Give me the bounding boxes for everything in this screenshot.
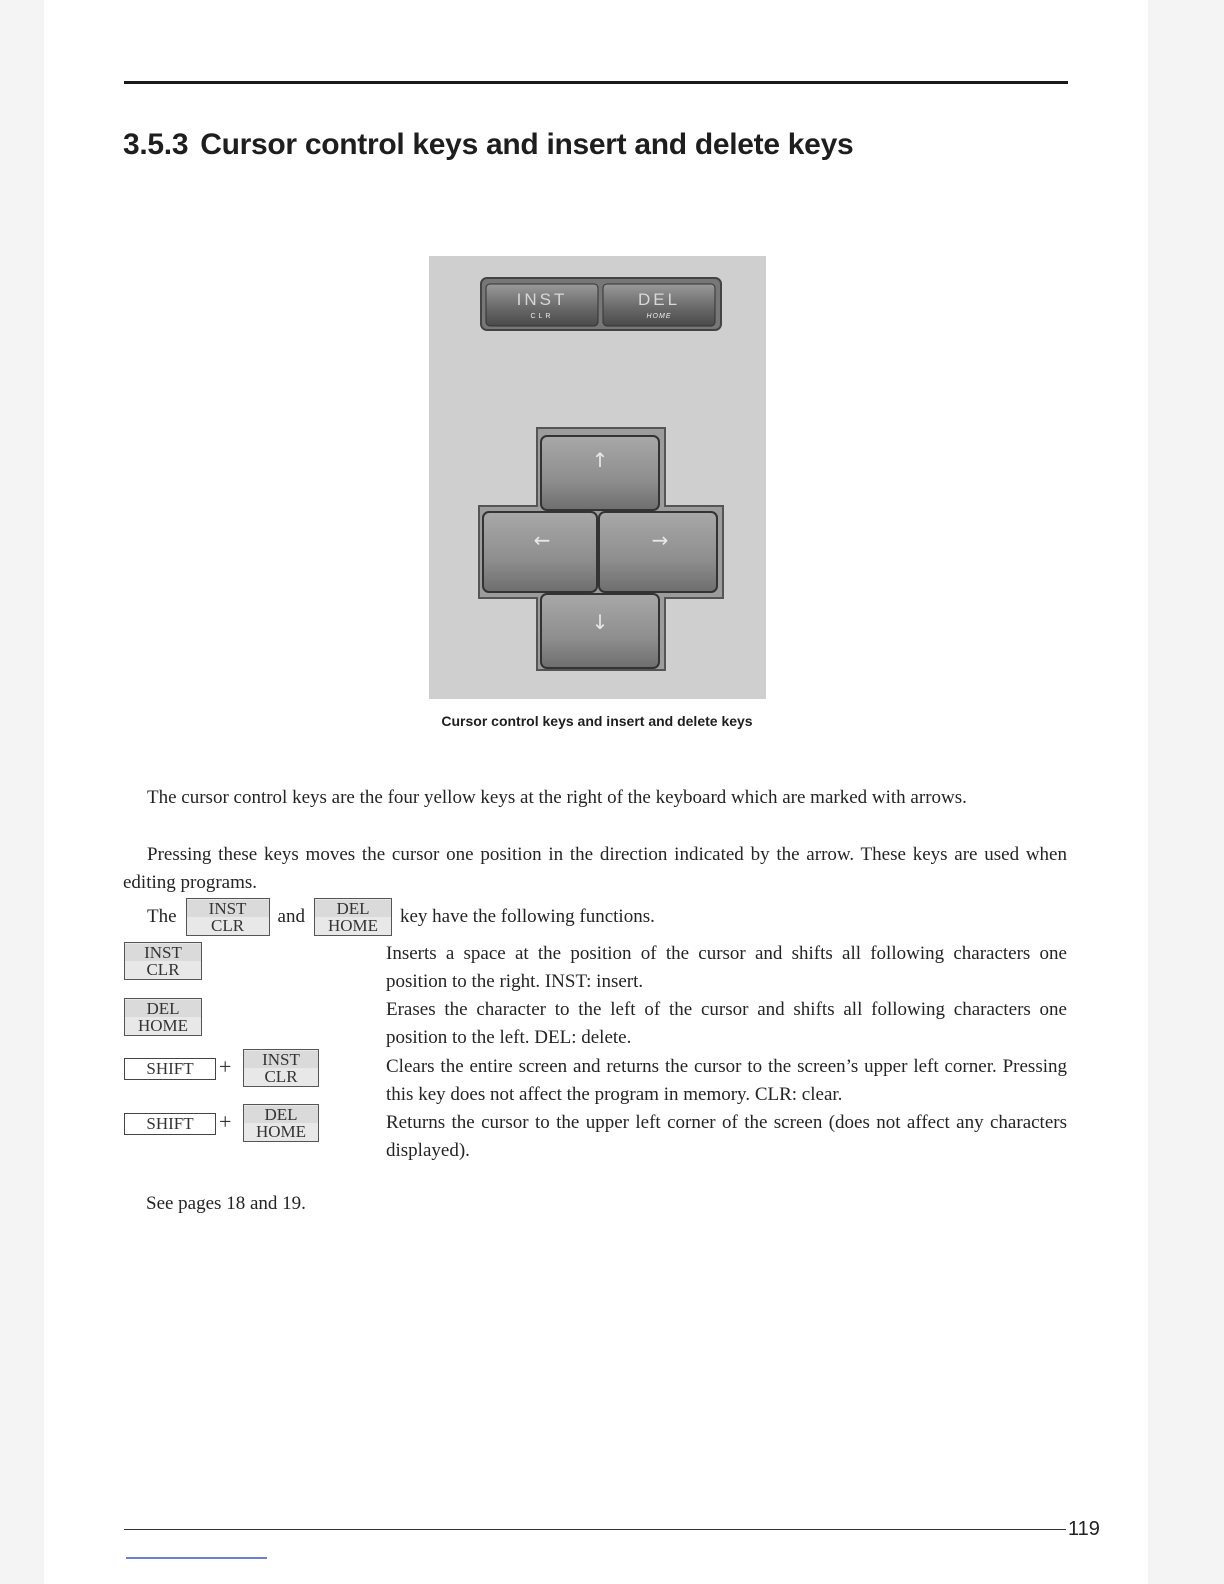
section-number: 3.5.3 (123, 128, 189, 161)
keycap-del-text: DEL (315, 900, 391, 917)
keycap-home-text: HOME (327, 916, 379, 935)
figure-caption: Cursor control keys and insert and delete keys (441, 713, 753, 729)
inline-inst-clr-keycap (186, 898, 270, 936)
keycap-home-text: HOME (137, 1016, 189, 1035)
section-heading (123, 128, 853, 162)
arrow-right-icon: → (651, 528, 669, 552)
del-home-keycap (124, 998, 202, 1036)
inst-label: INST (516, 290, 568, 309)
keycap-inst-text: INST (125, 944, 201, 961)
arrow-left-key (483, 512, 597, 592)
see-pages-reference: See pages 18 and 19. (146, 1193, 306, 1214)
keycap-inst-text: INST (244, 1051, 318, 1068)
keycap-clr-text: CLR (146, 960, 180, 979)
arrow-left-icon: ← (533, 528, 551, 552)
function-description-clear: Clears the entire screen and returns the cursor to the screen’s upper left corner. Pressing this key does not affect the program in memory. CLR: clear. (386, 1056, 1067, 1105)
section-title: Cursor control keys and insert and delete keys (200, 128, 854, 161)
keycap-clr-text: CLR (211, 916, 245, 935)
inst-clr-keycap (124, 942, 202, 980)
arrow-down-icon: ↓ (591, 610, 609, 634)
inline-del-home-keycap (314, 898, 392, 936)
plus-sign: + (219, 1054, 232, 1079)
clr-label: CLR (530, 313, 554, 320)
keycap-clr-text: CLR (264, 1067, 298, 1086)
keyboard-keys-photo (429, 256, 766, 699)
plus-sign: + (219, 1109, 232, 1134)
keycap-del-text: DEL (244, 1106, 318, 1123)
intro-rest: key have the following functions. (399, 906, 655, 927)
blue-underline-mark (126, 1557, 267, 1559)
top-rule (124, 81, 1068, 84)
keys-illustration (429, 256, 766, 699)
shift-keycap: SHIFT (124, 1113, 216, 1135)
arrow-right-key (599, 512, 717, 592)
del-label: DEL (637, 290, 681, 309)
page-number: 119 (1068, 1518, 1100, 1540)
bottom-rule (124, 1529, 1066, 1530)
function-description-insert: Inserts a space at the position of the cursor and shifts all following characters one position to the right. INST: insert. (386, 943, 1067, 992)
del-home-keycap-shifted (243, 1104, 319, 1142)
paragraph-cursor-keys: The cursor control keys are the four yellow keys at the right of the keyboard which are marked with arrows. (147, 787, 967, 808)
intro-the: The (147, 906, 177, 927)
inst-del-intro-line (147, 897, 655, 937)
keycap-inst-text: INST (187, 900, 269, 917)
keycap-del-text: DEL (125, 1000, 201, 1017)
arrow-up-icon: ↑ (591, 448, 609, 472)
home-label: HOME (646, 313, 672, 320)
function-description-delete: Erases the character to the left of the cursor and shifts all following characters one position to the left. DEL: delete. (386, 999, 1067, 1048)
function-description-home: Returns the cursor to the upper left corner of the screen (does not affect any characters displayed). (386, 1112, 1067, 1161)
shift-keycap: SHIFT (124, 1058, 216, 1080)
paragraph-pressing-keys: Pressing these keys moves the cursor one position in the direction indicated by the arrow. These keys are used when editing programs. (123, 844, 1067, 893)
inst-clr-keycap-shifted (243, 1049, 319, 1087)
intro-and: and (277, 906, 305, 927)
keycap-home-text: HOME (255, 1122, 307, 1141)
